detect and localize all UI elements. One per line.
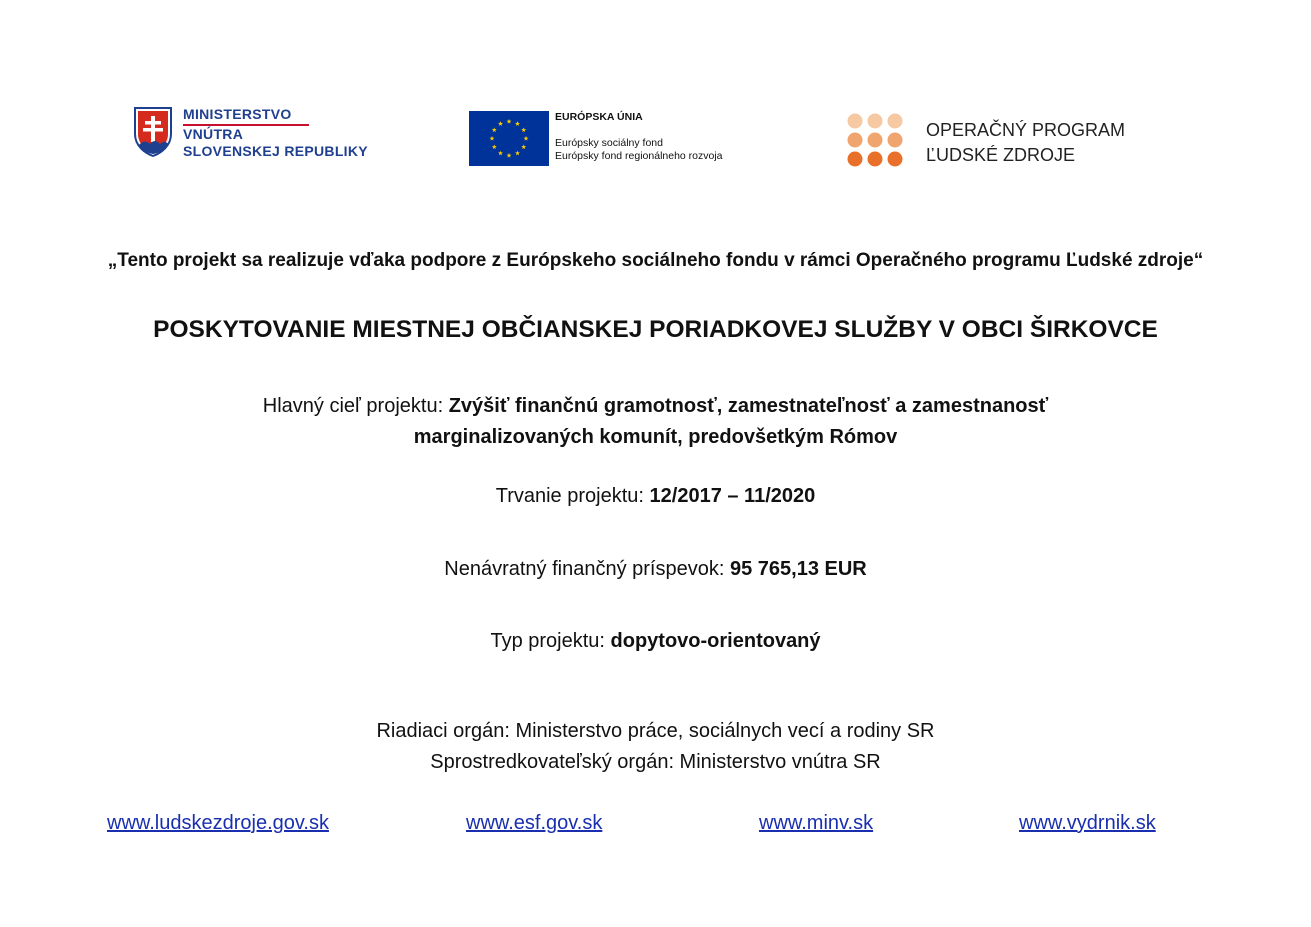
duration-value: 12/2017 – 11/2020 [649,485,816,507]
op-name [926,118,1125,168]
funding-statement: „Tento projekt sa realizuje vďaka podpore z Európskeho sociálneho fondu v rámci Operačného programu Ľudské zdroje“ [107,250,1204,271]
eu-fund-esf: Európsky sociálny fond [555,137,663,149]
grant-value: 95 765,13 EUR [729,558,867,580]
op-dot [868,152,883,167]
intermediate-body: Sprostredkovateľský orgán: Ministerstvo vnútra SR [430,751,881,773]
eu-fund-erdf: Európsky fond regionálneho rozvoja [555,150,723,162]
goal-label: Hlavný cieľ projektu: [262,395,449,417]
op-dot [848,152,863,167]
project-duration [0,485,1311,508]
link-ludskezdroje[interactable]: www.ludskezdroje.gov.sk [107,812,329,834]
type-label: Typ projektu: [490,630,611,652]
eu-title: EURÓPSKA ÚNIA [555,111,643,123]
project-title: POSKYTOVANIE MIESTNEJ OBČIANSKEJ PORIADKOVEJ SLUŽBY V OBCI ŠIRKOVCE [153,316,1158,343]
project-type [0,630,1311,653]
ministry-line-3: SLOVENSKEJ REPUBLIKY [183,143,368,159]
project-goal [0,395,1311,418]
managing-authority: Riadiaci orgán: Ministerstvo práce, sociálnych vecí a rodiny SR [376,720,935,742]
ministry-name [183,106,368,160]
op-dot [848,133,863,148]
op-dot [888,114,903,129]
op-line-1: OPERAČNÝ PROGRAM [926,120,1126,140]
type-value: dopytovo-orientovaný [610,630,821,652]
op-dot [888,133,903,148]
project-grant [0,558,1311,581]
duration-label: Trvanie projektu: [495,485,650,507]
ministry-line-1: MINISTERSTVO [183,106,309,126]
link-esf[interactable]: www.esf.gov.sk [466,812,603,834]
op-dot [868,114,883,129]
link-vydrnik[interactable]: www.vydrnik.sk [1019,812,1156,834]
slovak-coat-of-arms-icon [133,106,173,158]
eu-logo [469,111,759,169]
op-logo [846,112,1136,168]
eu-text-block [555,111,723,163]
goal-value-line-1: Zvýšiť finančnú gramotnosť, zamestnateľnosť a zamestnanosť [448,395,1049,417]
dot-grid-icon [846,112,906,168]
op-dot [848,114,863,129]
op-dot [888,152,903,167]
op-line-2: ĽUDSKÉ ZDROJE [926,145,1076,165]
ministry-logo [133,106,393,168]
eu-flag-icon [469,111,549,166]
link-minv[interactable]: www.minv.sk [759,812,874,834]
op-dot [868,133,883,148]
ministry-line-2: VNÚTRA [183,126,244,142]
goal-value-line-2: marginalizovaných komunít, predovšetkým Rómov [413,426,898,448]
grant-label: Nenávratný finančný príspevok: [444,558,730,580]
